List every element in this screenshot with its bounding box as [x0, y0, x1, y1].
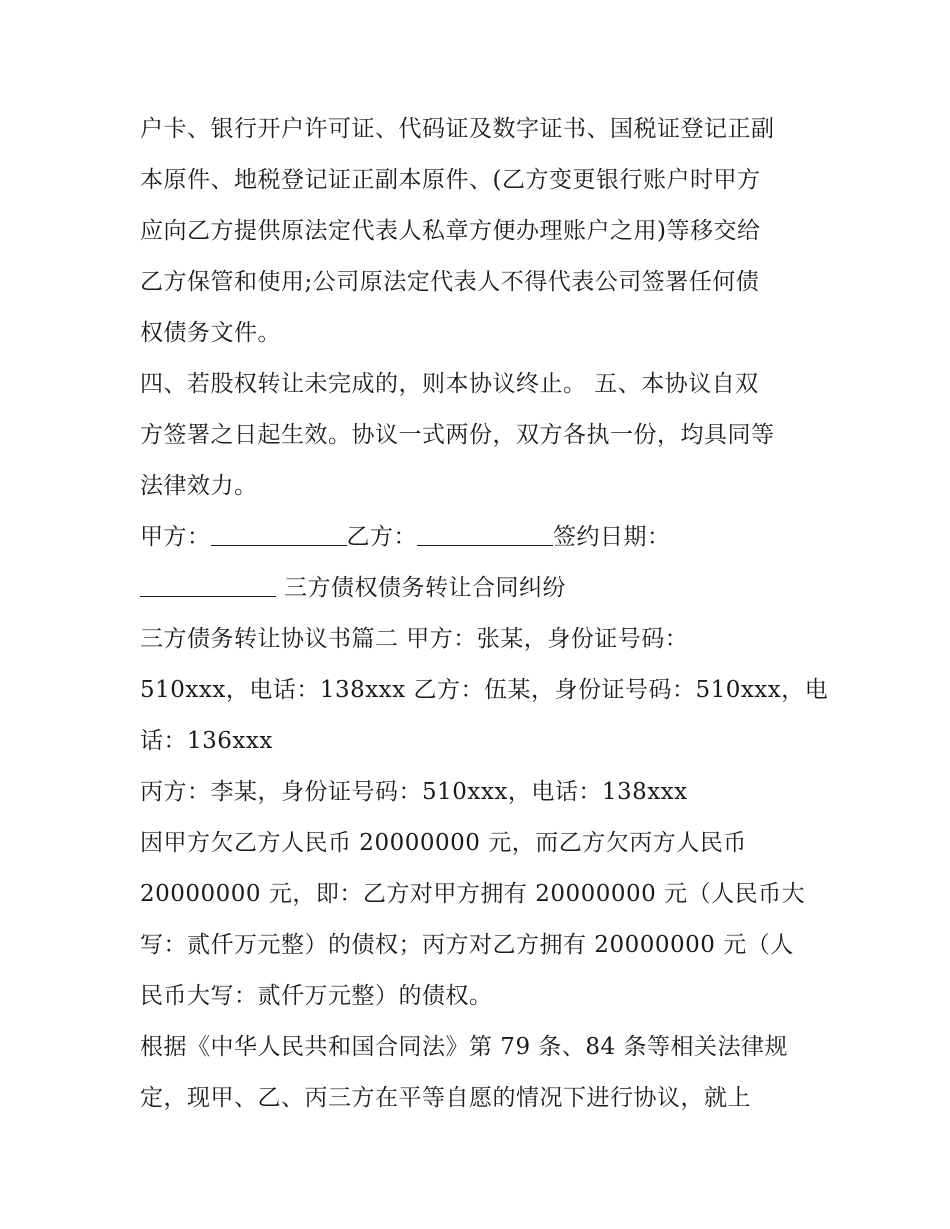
- party-a-label: 甲方：: [140, 524, 211, 550]
- text-line: 20000000 元，即：乙方对甲方拥有 20000000 元（人民币大: [140, 881, 806, 907]
- text-line: 乙方保管和使用;公司原法定代表人不得代表公司签署任何债: [140, 269, 760, 295]
- contract-title: 三方债权债务转让合同纠纷: [284, 575, 566, 601]
- text-line: 根据《中华人民共和国合同法》第 79 条、84 条等相关法律规: [140, 1034, 788, 1060]
- text-line: 方签署之日起生效。协议一式两份，双方各执一份，均具同等: [140, 422, 775, 448]
- date-label: 签约日期：: [553, 524, 671, 550]
- text-line: 丙方：李某，身份证号码：510xxx，电话：138xxx: [140, 779, 688, 805]
- party-b-blank: [417, 523, 553, 546]
- text-line: 话：136xxx: [140, 728, 273, 754]
- text-line: 户卡、银行开户许可证、代码证及数字证书、国税证登记正副: [140, 116, 775, 142]
- text-line: 写：贰仟万元整）的债权；丙方对乙方拥有 20000000 元（人: [140, 932, 794, 958]
- signature-line: [140, 512, 820, 563]
- text-line: 民币大写：贰仟万元整）的债权。: [140, 983, 493, 1009]
- text-line: 定，现甲、乙、丙三方在平等自愿的情况下进行协议，就上: [140, 1085, 751, 1111]
- document-page: [140, 104, 829, 1124]
- text-line: 因甲方欠乙方人民币 20000000 元，而乙方欠丙方人民币: [140, 830, 747, 856]
- text-line: 510xxx，电话：138xxx 乙方：伍某，身份证号码：510xxx，电: [140, 677, 829, 703]
- text-line: 三方债务转让协议书篇二 甲方：张某，身份证号码：: [140, 626, 689, 652]
- text-line: 本原件、地税登记证正副本原件、(乙方变更银行账户时甲方: [140, 167, 761, 193]
- party-a-blank: [211, 523, 347, 546]
- text-line: 法律效力。: [140, 473, 258, 499]
- date-blank-line: [140, 563, 820, 614]
- text-line: 应向乙方提供原法定代表人私章方便办理账户之用)等移交给: [140, 218, 761, 244]
- date-blank: [140, 574, 276, 597]
- text-line: 四、若股权转让未完成的，则本协议终止。 五、本协议自双: [140, 371, 759, 397]
- party-b-label: 乙方：: [346, 524, 417, 550]
- text-line: 权债务文件。: [140, 320, 281, 346]
